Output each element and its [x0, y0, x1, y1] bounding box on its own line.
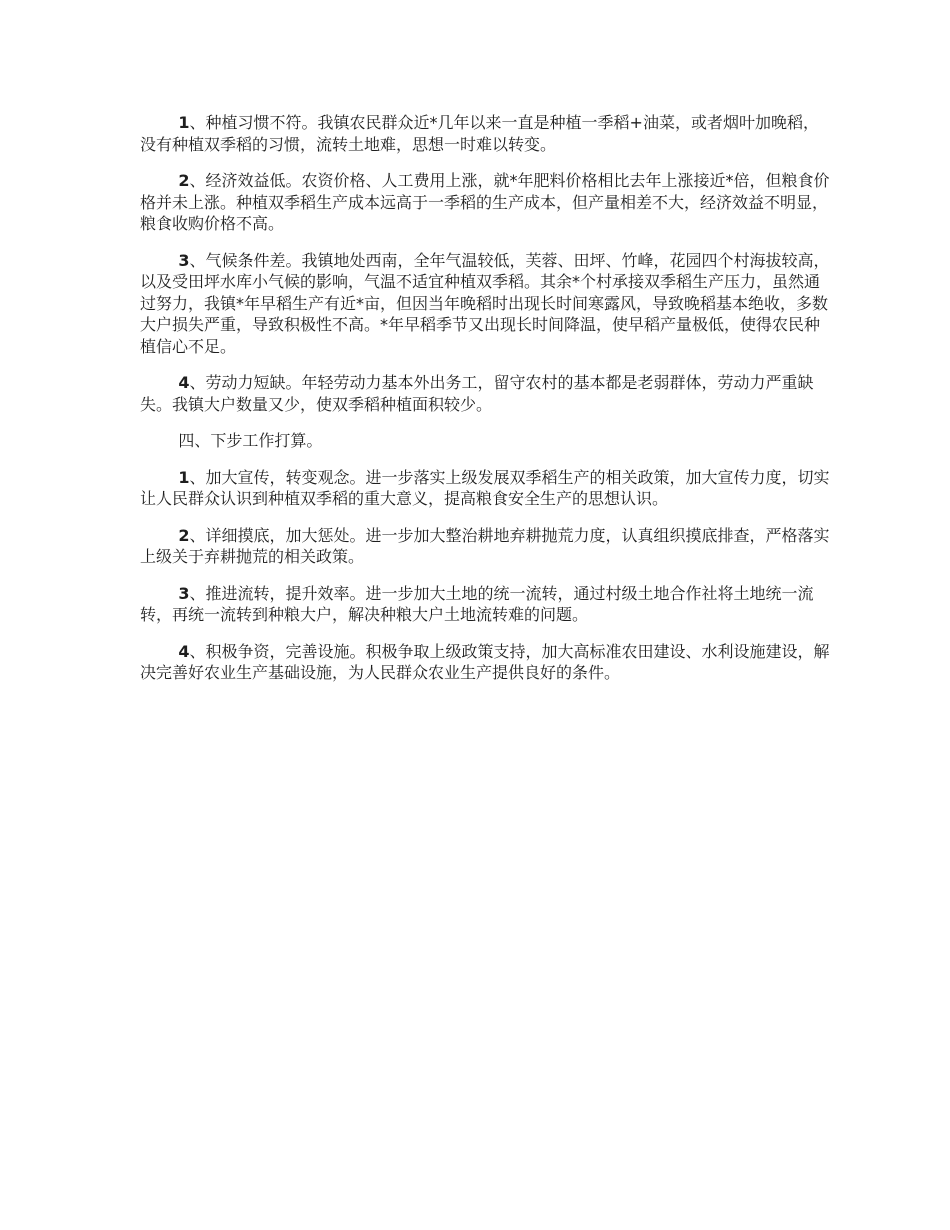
plan-text: 、推进流转，提升效率。进一步加大土地的统一流转，通过村级土地合作社将土地统一流转，再统一流转到种粮大户，解决种粮大户土地流转难的问题。 [140, 583, 814, 624]
plan-1 [140, 467, 830, 510]
section-heading: 四、下步工作打算。 [178, 431, 323, 450]
plan-text: 、积极争资，完善设施。积极争取上级政策支持，加大高标准农田建设、水利设施建设，解决完善好农业生产基础设施，为人民群众农业生产提供良好的条件。 [140, 641, 830, 682]
plan-number: 2 [178, 525, 190, 545]
paragraph-text: 、气候条件差。我镇地处西南，全年气温较低，芙蓉、田坪、竹峰，花园四个村海拔较高，以及受田坪水库小气候的影响，气温不适宜种植双季稻。其余*个村承接双季稻生产压力，虽然通过努力，我镇*年早稻生产有近*亩，但因当年晚稻时出现长时间寒露风，导致晚稻基本绝收，多数大户损失严重，导致积极性不高。*年早稻季节又出现长时间降温，使早稻产量极低，使得农民种植信心不足。 [140, 250, 830, 356]
plan-3 [140, 583, 830, 626]
plan-number: 4 [178, 641, 190, 661]
paragraph-number: 1 [178, 113, 190, 132]
paragraph-4 [140, 372, 830, 415]
paragraph-number: 2 [178, 171, 190, 190]
paragraph-1 [140, 112, 830, 155]
plan-text: 、加大宣传，转变观念。进一步落实上级发展双季稻生产的相关政策，加大宣传力度，切实让人民群众认识到种植双季稻的重大意义，提高粮食安全生产的思想认识。 [140, 467, 830, 508]
plan-2 [140, 525, 830, 568]
paragraph-number: 4 [178, 373, 190, 392]
plan-number: 3 [178, 583, 190, 603]
plan-text: 、详细摸底，加大惩处。进一步加大整治耕地弃耕抛荒力度，认真组织摸底排查，严格落实上级关于弃耕抛荒的相关政策。 [140, 525, 830, 566]
paragraph-number: 3 [178, 250, 190, 270]
paragraph-2 [140, 170, 830, 235]
plan-number: 1 [178, 467, 190, 487]
plan-4 [140, 641, 830, 684]
paragraph-text: 、劳动力短缺。年轻劳动力基本外出务工，留守农村的基本都是老弱群体，劳动力严重缺失。我镇大户数量又少，使双季稻种植面积较少。 [140, 373, 814, 414]
paragraph-text: 、经济效益低。农资价格、人工费用上涨，就*年肥料价格相比去年上涨接近*倍，但粮食价格并未上涨。种植双季稻生产成本远高于一季稻的生产成本，但产量相差不大，经济效益不明显，粮食收购价格不高。 [140, 171, 830, 233]
paragraph-3 [140, 250, 830, 358]
document-body [140, 112, 830, 699]
paragraph-text: 、种植习惯不符。我镇农民群众近*几年以来一直是种植一季稻+油菜，或者烟叶加晚稻，没有种植双季稻的习惯，流转土地难，思想一时难以转变。 [140, 113, 819, 154]
